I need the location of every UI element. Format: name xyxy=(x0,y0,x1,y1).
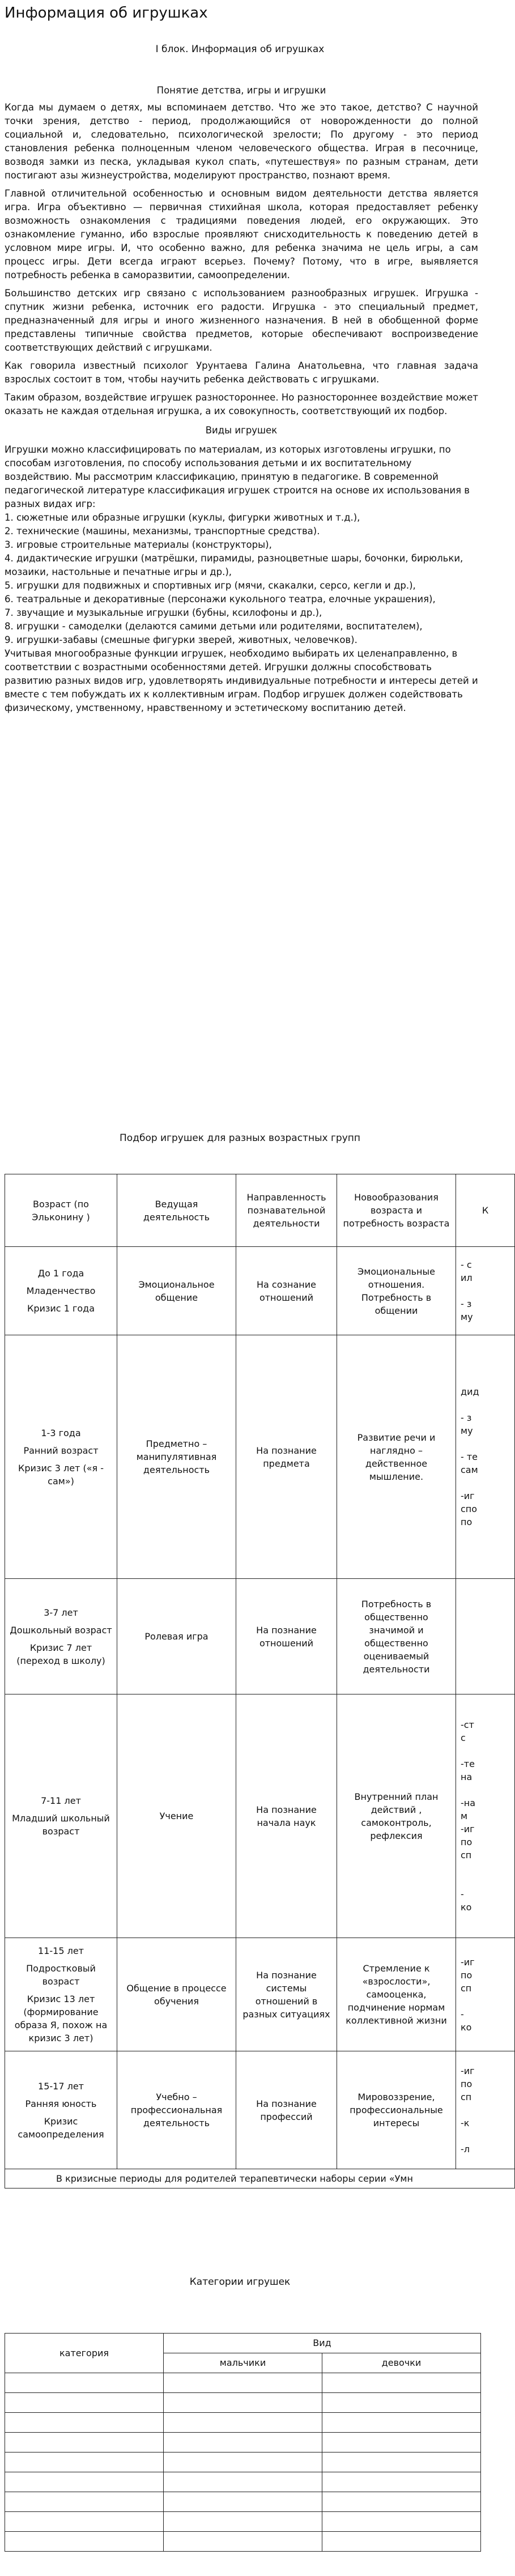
table-header-row xyxy=(5,2334,481,2353)
table-cell xyxy=(164,2452,322,2472)
age-cell xyxy=(5,1247,117,1335)
needs-cell: Стремление к «взрослости», самооценка, подчинение нормам коллективной жизни xyxy=(337,1938,456,2051)
age-line: Ранняя юность xyxy=(25,2098,97,2109)
table-cell xyxy=(322,2413,481,2433)
table-row xyxy=(5,2472,481,2492)
toys-cell xyxy=(456,1247,515,1335)
toys-line: ил xyxy=(461,1272,473,1283)
toys-line: -ст xyxy=(461,1719,474,1730)
age-cell xyxy=(5,1579,117,1694)
table-row xyxy=(5,1694,515,1938)
age-line: Дошкольный возраст xyxy=(10,1624,112,1636)
toys-line xyxy=(461,1995,511,2008)
toys-line: -иг xyxy=(461,1824,475,1834)
table-row xyxy=(5,1335,515,1579)
activity-cell: Эмоциональное общение xyxy=(117,1247,236,1335)
column-header: К xyxy=(456,1174,515,1247)
paragraph: Когда мы думаем о детях, мы вспоминаем детство. Что же это такое, детство? С научной точки зрения, детство - период, продолжающийся от новорожденности до полной социальной и, следовательно, психологической зрелости; По другому - это период становления ребенка полноценным членом человеческого общества. Играя в песочнице, возводя замки из песка, укладывая кукол спать, «путешествуя» по разным странам, дети постигают азы жизнеустройства, моделируют пространство, познают время. xyxy=(5,102,478,181)
table-row xyxy=(5,2532,481,2552)
activity-cell: Учебно – профессиональная деятельность xyxy=(117,2051,236,2169)
focus-cell: На познание начала наук xyxy=(236,1694,337,1938)
column-header: Возраст (по Эльконину ) xyxy=(5,1174,117,1247)
toys-line xyxy=(461,1617,511,1630)
list-item: 7. звучащие и музыкальные игрушки (бубны, ксилофоны и др.), xyxy=(5,607,322,618)
paragraph: Игрушки можно классифицировать по материалам, из которых изготовлены игрушки, по способам изготовления, по способу использования детьми и их воспитательному воздействию. Мы рассмотрим классификацию, принятую в педагогике. В современной педагогической литературе классификация игрушек строится на основе их использования в разных видах игр: xyxy=(5,444,470,509)
toys-line: -к xyxy=(461,2118,470,2128)
table-cell xyxy=(322,2452,481,2472)
toys-line xyxy=(461,1744,511,1757)
toys-cell xyxy=(456,1694,515,1938)
list-item: 9. игрушки-забавы (смешные фигурки зверей, животных, человечков). xyxy=(5,635,357,645)
column-header-boys: мальчики xyxy=(164,2353,322,2373)
table-footnote: В кризисные периоды для родителей терапевтически наборы серии «Умн xyxy=(5,2169,515,2188)
table-row xyxy=(5,2452,481,2472)
toys-line: -л xyxy=(461,2144,470,2155)
toys-line: му xyxy=(461,1425,473,1436)
document-body xyxy=(5,84,478,715)
column-header: Направленность познавательной деятельности xyxy=(236,1174,337,1247)
needs-cell: Мировоззрение, профессиональные интересы xyxy=(337,2051,456,2169)
needs-cell: Внутренний план действий , самоконтроль, рефлексия xyxy=(337,1694,456,1938)
toys-line xyxy=(461,1656,511,1669)
paragraph: Как говорила известный психолог Урунтаева Галина Анатольевна, что главная задача взрослых состоит в том, чтобы научить ребенка действовать с игрушками. xyxy=(5,360,478,385)
toys-line: -иг xyxy=(461,2066,475,2076)
table-cell xyxy=(164,2472,322,2492)
toys-line: сп xyxy=(461,1850,472,1860)
table-cell xyxy=(164,2492,322,2512)
list-item: 1. сюжетные или образные игрушки (куклы, фигурки животных и т.д.), xyxy=(5,512,360,523)
toys-line xyxy=(461,1437,511,1450)
toys-cell xyxy=(456,1938,515,2051)
toys-cell xyxy=(456,1335,515,1579)
paragraph: Большинство детских игр связано с использованием разнообразных игрушек. Игрушка - спутник жизни ребенка, источник его радости. Игрушка - это специальный предмет, предназначенный для игры и иного жизненного назначения. В ней в обобщенной форме представлены типичные свойства предметов, которые обеспечивают воспроизведение соответствующих действий с игрушками. xyxy=(5,288,478,353)
toys-line xyxy=(461,1875,511,1888)
toys-line: сп xyxy=(461,2092,472,2102)
toys-line: - з xyxy=(461,1412,472,1423)
column-header-girls: девочки xyxy=(322,2353,481,2373)
toys-line: -на xyxy=(461,1798,476,1808)
toys-line xyxy=(461,1398,511,1411)
table-cell xyxy=(164,2413,322,2433)
table-row xyxy=(5,1247,515,1335)
table-cell xyxy=(5,2492,164,2512)
table-row xyxy=(5,1938,515,2051)
table-cell xyxy=(164,2532,322,2552)
age-line: 15-17 лет xyxy=(38,2080,84,2092)
age-line: 11-15 лет xyxy=(38,1945,84,1956)
focus-cell: На познание отношений xyxy=(236,1579,337,1694)
toys-line xyxy=(461,1643,511,1656)
table-cell xyxy=(322,2532,481,2552)
block-title: I блок. Информация об игрушках xyxy=(155,44,325,55)
toys-line xyxy=(461,1862,511,1875)
column-header-kind: Вид xyxy=(164,2334,481,2353)
table-header-row xyxy=(5,1174,515,1247)
toys-line: - те xyxy=(461,1451,478,1462)
activity-cell: Общение в процессе обучения xyxy=(117,1938,236,2051)
table-row xyxy=(5,2373,481,2393)
age-cell xyxy=(5,1938,117,2051)
table-cell xyxy=(322,2373,481,2393)
toys-line: м xyxy=(461,1811,468,1821)
toys-cell xyxy=(456,1579,515,1694)
table-cell xyxy=(5,2433,164,2452)
toys-line: -иг xyxy=(461,1491,475,1501)
toys-line: по xyxy=(461,1969,473,1981)
column-header-category: категория xyxy=(5,2334,164,2373)
activity-cell: Ролевая игра xyxy=(117,1579,236,1694)
table-cell xyxy=(5,2532,164,2552)
toys-line: по xyxy=(461,1517,473,1527)
toys-line: дид xyxy=(461,1386,479,1397)
toys-line xyxy=(461,2104,511,2117)
toys-line: ко xyxy=(461,1902,472,1913)
toys-line: спо xyxy=(461,1504,478,1514)
needs-cell: Потребность в общественно значимой и общественно оцениваемый деятельности xyxy=(337,1579,456,1694)
table-cell xyxy=(5,2452,164,2472)
category-table xyxy=(5,2333,481,2552)
table-footnote-row xyxy=(5,2169,515,2188)
list-item: 3. игровые строительные материалы (конструкторы), xyxy=(5,539,272,550)
toys-line: на xyxy=(461,1772,473,1782)
list-item: 2. технические (машины, механизмы, транспортные средства). xyxy=(5,526,320,537)
column-header: Новообразования возраста и потребность возраста xyxy=(337,1174,456,1247)
toys-line: -те xyxy=(461,1759,475,1769)
table-cell xyxy=(164,2373,322,2393)
table-row xyxy=(5,2433,481,2452)
table-cell xyxy=(164,2512,322,2532)
table-cell xyxy=(322,2512,481,2532)
age-line: Кризис 7 лет (переход в школу) xyxy=(16,1642,105,1666)
table-cell xyxy=(5,2512,164,2532)
table-cell xyxy=(5,2373,164,2393)
age-line: Кризис 1 года xyxy=(27,1303,95,1314)
toys-line xyxy=(461,1284,511,1297)
needs-cell: Развитие речи и наглядно – действенное мышление. xyxy=(337,1335,456,1579)
focus-cell: На познание профессий xyxy=(236,2051,337,2169)
table-row xyxy=(5,2413,481,2433)
needs-cell: Эмоциональные отношения. Потребность в общении xyxy=(337,1247,456,1335)
age-line: 1-3 года xyxy=(41,1427,81,1438)
toys-line: по xyxy=(461,1837,473,1847)
list-item: 4. дидактические игрушки (матрёшки, пирамиды, разноцветные шары, бочонки, бирюльки, мозаики, настольные и печатные игры и др.), xyxy=(5,553,463,577)
toys-line xyxy=(461,1604,511,1617)
age-line: Ранний возраст xyxy=(23,1445,99,1456)
paragraph: Учитывая многообразные функции игрушек, необходимо выбирать их целенаправленно, в соответствии с возрастными особенностями детей. Игрушки должны способствовать развитию разных видов игр, удовлетворять индивидуальные потребности и интересы детей и вместе с тем побуждать их к коллективным играм. Подбор игрушек должен содействовать физическому, умственному, нравственному и эстетическому воспитанию детей. xyxy=(5,648,478,713)
table-cell xyxy=(5,2472,164,2492)
toy-types-list xyxy=(5,511,478,647)
toys-cell xyxy=(456,2051,515,2169)
focus-cell: На сознание отношений xyxy=(236,1247,337,1335)
toys-line xyxy=(461,1476,511,1489)
toys-line xyxy=(461,1630,511,1643)
table-row xyxy=(5,2492,481,2512)
table-cell xyxy=(322,2492,481,2512)
age-line: Кризис самоопределения xyxy=(18,2115,104,2140)
table-row xyxy=(5,2512,481,2532)
section-heading-types: Виды игрушек xyxy=(205,425,278,436)
toys-line: -иг xyxy=(461,1956,475,1968)
table-row xyxy=(5,1579,515,1694)
list-item: 8. игрушки - самоделки (делаются самими детьми или родителями, воспитателем), xyxy=(5,621,423,632)
toys-line: - xyxy=(461,1889,464,1900)
focus-cell: На познание предмета xyxy=(236,1335,337,1579)
table-cell xyxy=(5,2393,164,2413)
toys-line xyxy=(461,1783,511,1796)
toys-line: по xyxy=(461,2079,473,2089)
age-cell xyxy=(5,1694,117,1938)
table-cell xyxy=(322,2433,481,2452)
age-line: 7-11 лет xyxy=(41,1795,81,1806)
age-line: Подростковый возраст xyxy=(26,1963,96,1987)
list-item: 5. игрушки для подвижных и спортивных игр (мячи, скакалки, серсо, кегли и др.), xyxy=(5,580,416,591)
age-line: Младший школьный возраст xyxy=(12,1813,110,1837)
age-line: Кризис 3 лет («я - сам») xyxy=(18,1462,104,1487)
toys-line: - з xyxy=(461,1298,472,1309)
table-cell xyxy=(164,2433,322,2452)
toys-line xyxy=(461,2130,511,2143)
section-heading-concept: Понятие детства, игры и игрушки xyxy=(156,85,326,96)
toys-line: ко xyxy=(461,2021,472,2033)
list-item: 6. театральные и декоративные (персонажи кукольного театра, елочные украшения), xyxy=(5,594,436,604)
age-table xyxy=(5,1174,515,2188)
paragraph: Таким образом, воздействие игрушек разностороннее. Но разностороннее воздействие может оказать не каждая отдельная игрушка, а их совокупность, соответствующий их подбор. xyxy=(5,392,478,416)
column-header: Ведущая деятельность xyxy=(117,1174,236,1247)
age-cell xyxy=(5,1335,117,1579)
age-table-wrapper xyxy=(5,1174,489,2213)
toys-line: - xyxy=(461,2008,464,2020)
table-row xyxy=(5,2051,515,2169)
toys-line: сп xyxy=(461,1982,472,1994)
paragraph: Главной отличительной особенностью и основным видом деятельности детства является игра. Игра объективно — первичная стихийная школа, которая предоставляет ребенку возможность ознакомления с традициями поведения людей, его окружающих. Это ознакомление гуманно, ибо взрослые проявляют снисходительность к поведению детей в условном мире игры. И, что особенно важно, для ребенка значима не цель игры, а сам процесс игры. Дети всегда играют всерьез. Почему? Потому, что в игре, выявляется потребность ребенка в саморазвитии, самоопределении. xyxy=(5,188,478,280)
table-cell xyxy=(322,2393,481,2413)
table-cell xyxy=(322,2472,481,2492)
age-line: Кризис 13 лет (формирование образа Я, похож на кризис 3 лет) xyxy=(14,1994,108,2043)
table-cell xyxy=(5,2413,164,2433)
table-row xyxy=(5,2393,481,2413)
activity-cell: Учение xyxy=(117,1694,236,1938)
toys-line: сам xyxy=(461,1464,478,1475)
age-line: До 1 года xyxy=(37,1268,84,1279)
age-line: Младенчество xyxy=(26,1285,96,1296)
focus-cell: На познание системы отношений в разных ситуациях xyxy=(236,1938,337,2051)
category-table-title: Категории игрушек xyxy=(189,2276,291,2288)
page-title: Информация об игрушках xyxy=(5,5,208,22)
toys-line: му xyxy=(461,1312,473,1322)
toys-line: - с xyxy=(461,1259,472,1270)
age-table-caption: Подбор игрушек для разных возрастных групп xyxy=(120,1132,360,1144)
activity-cell: Предметно – манипулятивная деятельность xyxy=(117,1335,236,1579)
age-line: 3-7 лет xyxy=(44,1607,78,1618)
table-cell xyxy=(164,2393,322,2413)
age-cell xyxy=(5,2051,117,2169)
toys-line: с xyxy=(461,1732,466,1743)
